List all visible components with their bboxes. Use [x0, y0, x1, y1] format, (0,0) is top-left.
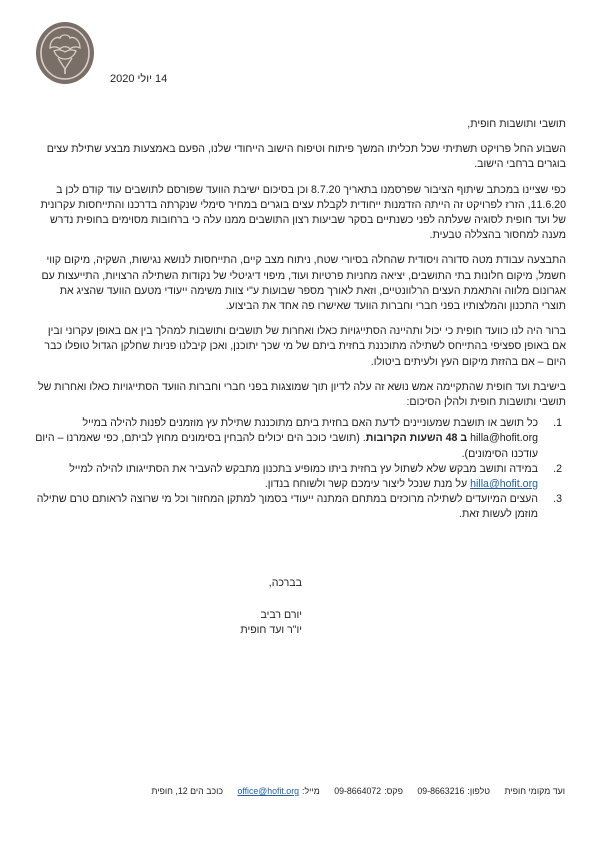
footer-address: כוכב הים 12, חופית	[151, 786, 223, 796]
summary-list	[34, 416, 566, 522]
list-item	[34, 462, 562, 492]
footer-fax	[334, 786, 403, 796]
email-link[interactable]: hilla@hofit.org	[470, 478, 538, 491]
list-item	[34, 416, 562, 462]
greeting: תושבי ותושבות חופית,	[467, 118, 566, 130]
paragraph-2: כפי שציינו במכתב שיתוף הציבור שפרסמנו בתאריך 8.7.20 וכן בסיכום ישיבת הוועד שפורסם לתושבים עוד קודם לכן ב 11.6.20, הזרז לפרויקט זה הייתה הזדמנות ייחודית לקבלת עצים בוגרים במחיר סימלי שנקרתה בדרכנו והתייחסות עקרונית של ועד חופית לסוגיה שעלתה לפני כשנתיים בסקר שביעות רצון התושבים ממנו עלה כי ברחובות מסוימים בחופית נדרש מענה למחסור בהצללה טבעית.	[40, 183, 566, 242]
email-label: מייל:	[302, 786, 320, 796]
salutation: בברכה,	[268, 577, 302, 589]
phone-label: טלפון:	[467, 786, 490, 796]
signer-name: יורם רביב	[260, 609, 302, 621]
footer-org: ועד מקומי חופית	[504, 786, 565, 796]
fax-label: פקס:	[384, 786, 403, 796]
paragraph-5: בישיבת ועד חופית שהתקיימה אמש נושא זה עלה לדיון תוך שמוצגות בפני חברי וחברות הוועד הסתייגויות כאלו ואחרות של תושבי ותושבות חופית ולהלן הסיכום:	[38, 380, 566, 409]
paragraph-4: ברור היה לנו כוועד חופית כי יכול ותהיינה הסתייגויות כאלו ואחרות של תושבים ותושבות למהלך בין אם באופן עקרוני ובין אם באופן ספציפי בהתייחס לשתילה מתוכננת בחזית ביתם של מי שכך יתוכנן, ואכן קיבלנו פניות שחלקן הגדול טופלו כבר היום – אם בהזזת מיקום העץ ולעיתים ביטולו.	[44, 325, 566, 368]
footer-email	[237, 786, 319, 796]
phone-number: 09-8663216	[417, 786, 465, 796]
letter-body	[34, 117, 566, 523]
fax-number: 09-8664072	[334, 786, 382, 796]
paragraph-3: התבצעה עבודת מטה סדורה ויסודית שהחלה בסיורי שטח, ניתוח מצב קיים, התייחסות לנושא נגישות, השקיה, מיקום קווי חשמל, מיקום חלונות בתי התושבים, יציאה מחניות פרטיות ועוד, מיפוי דיגיטלי של נקודות השתילה הרצויות, התייעצות עם אגרונום מלווה והתאמת העצים הרלוונטיים, וזאת לאורך מספר שבועות ע"י צוות משימה ייעודי מטעם הוועד שהציג את תוצרי התכנון והמלצותיו בפני חברי וחברות הוועד שאישרו פה אחד את הביצוע.	[41, 254, 566, 313]
footer	[95, 786, 565, 796]
list-text: על מנת שנכל ליצור עימכם קשר ולשוחח בנדון.	[264, 478, 471, 491]
list-text: העצים המיועדים לשתילה מרוכזים במתחם המתנה ייעודי בסמוך למתקן המחזור וכל מי שרוצה לראותם טרם שתילה מוזמן לעשות זאת.	[36, 493, 538, 521]
list-number: 2.	[553, 462, 562, 475]
list-bold-text: ב 48 השעות הקרובות	[365, 432, 468, 445]
signature-block	[240, 576, 302, 638]
list-text: במידה ותושב מבקש שלא לשתול עץ בחזית ביתו כמופיע בתכנון מתבקש להעביר את הסתייגותו להילה למייל	[69, 462, 538, 475]
list-number: 3.	[553, 493, 562, 506]
footer-phone	[417, 786, 490, 796]
signer-title: יו"ר ועד חופית	[240, 624, 302, 636]
list-text: . (תושבי כוכב הים יכולים להבחין בסימונים מחוץ לביתם, כפי שאמרנו – היום עודכנו הסימונים).	[35, 432, 538, 460]
carnation-flower-seal-icon	[36, 22, 94, 84]
paragraph-1: השבוע החל פרויקט תשתיתי שכל תכליתו המשך פיתוח וטיפוח הישוב הייחודי שלנו, הפעם באמצעות מבצע שתילת עצים בוגרים ברחבי הישוב.	[46, 143, 566, 171]
list-item	[34, 492, 562, 522]
list-text: כל תושב או תושבת שמעוניינים לדעת האם בחזית ביתם מתוכננת שתילת עץ מוזמנים לפנות להילה במייל hilla@hofit.org	[82, 417, 538, 445]
footer-email-link[interactable]: office@hofit.org	[237, 786, 300, 796]
letter-date: 14 יולי 2020	[110, 73, 168, 85]
list-number: 1.	[553, 417, 562, 430]
